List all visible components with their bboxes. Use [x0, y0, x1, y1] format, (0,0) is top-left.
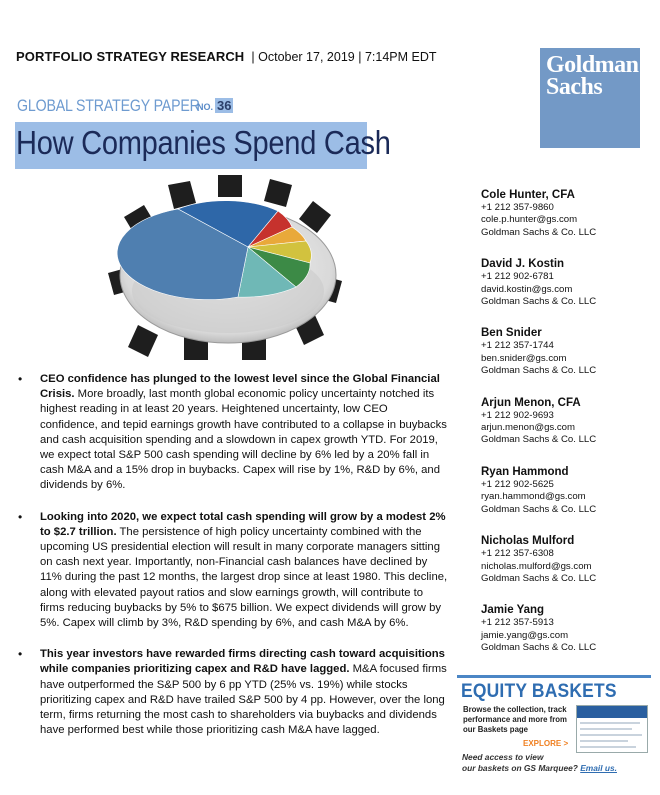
- explore-link[interactable]: EXPLORE >: [523, 739, 569, 748]
- email-us-link[interactable]: Email us.: [580, 763, 617, 773]
- author-card: [481, 257, 651, 308]
- bullet-icon: •: [18, 372, 23, 386]
- author-list: [481, 188, 651, 673]
- author-phone: +1 212 357-6308: [481, 548, 554, 560]
- author-name: David J. Kostin: [481, 258, 565, 271]
- marquee-access-note: Need access to view our baskets on GS Marquee? Email us.: [462, 752, 617, 773]
- author-card: [481, 534, 651, 585]
- key-points: [16, 372, 448, 754]
- author-email[interactable]: jamie.yang@gs.com: [481, 629, 569, 641]
- report-datetime: | October 17, 2019 | 7:14PM EDT: [247, 50, 437, 64]
- author-firm: Goldman Sachs & Co. LLC: [481, 642, 597, 654]
- author-firm: Goldman Sachs & Co. LLC: [481, 434, 597, 446]
- paper-number: NO. 36: [197, 98, 232, 113]
- equity-baskets-title: EQUITY BASKETS: [461, 681, 617, 702]
- author-firm: Goldman Sachs & Co. LLC: [481, 296, 597, 308]
- conference-table-pie-illustration: [108, 175, 348, 360]
- bullet-point: • This year investors have rewarded firms directing cash toward acquisitions while companies prioritizing capex and R&D have lagged. M&A focused firms have outperformed the S&P 500 by 6 pp YTD (25% vs. 19%) while stocks prioritizing capex and R&D have trailed S&P 500 by 4 pp. However, over the long term, firms returning the most cash to shareholders via buybacks and dividends have performed best while those prioritizing cash M&A have lagged.: [18, 647, 447, 737]
- report-date: October 17, 2019: [258, 50, 355, 64]
- bullet-icon: •: [18, 509, 23, 524]
- author-name: Arjun Menon, CFA: [481, 396, 581, 409]
- author-phone: +1 212 902-5625: [481, 478, 554, 490]
- author-name: Ben Snider: [481, 327, 542, 340]
- bullet-point: • Looking into 2020, we expect total cash spending will grow by a modest 2% to $2.7 trillion. The persistence of high policy uncertainty combined with the upcoming US presidential election will result in many corporate managers sitting on cash next year. Importantly, non-Financial cash balances have declined by 11% during the past 12 months, the largest drop since at least 1980. This decline, along with elevated payout ratios and slow earnings growth, will contribute to firms reducing buybacks by 5% to $675 billion. We expect dividends will grow by 5%. Capex will climb by 3%, R&D spending by 6%, and cash M&A by 6%.: [18, 509, 448, 630]
- author-name: Ryan Hammond: [481, 465, 569, 478]
- author-phone: +1 212 357-9860: [481, 202, 554, 213]
- report-series: PORTFOLIO STRATEGY RESEARCH: [16, 49, 245, 64]
- equity-baskets-promo: [457, 675, 651, 755]
- author-email[interactable]: arjun.menon@gs.com: [481, 422, 575, 434]
- author-email[interactable]: cole.p.hunter@gs.com: [481, 214, 578, 226]
- author-name: Jamie Yang: [481, 604, 545, 617]
- equity-baskets-description: Browse the collection, track performance and more from our Baskets page: [463, 705, 567, 734]
- author-card: [481, 188, 651, 239]
- author-phone: +1 212 902-9693: [481, 409, 554, 421]
- author-firm: Goldman Sachs & Co. LLC: [481, 365, 597, 377]
- author-firm: Goldman Sachs & Co. LLC: [481, 503, 597, 515]
- author-email[interactable]: david.kostin@gs.com: [481, 283, 573, 295]
- author-firm: Goldman Sachs & Co. LLC: [481, 226, 597, 238]
- author-email[interactable]: ryan.hammond@gs.com: [481, 491, 586, 503]
- baskets-page-thumbnail: [576, 705, 648, 753]
- paper-series-name: GLOBAL STRATEGY PAPER: [17, 97, 200, 115]
- page-title: How Companies Spend Cash: [16, 124, 391, 161]
- report-header: [16, 49, 437, 64]
- author-phone: +1 212 902-6781: [481, 271, 554, 283]
- author-phone: +1 212 357-1744: [481, 340, 554, 352]
- goldman-sachs-logo: Goldman Sachs: [540, 48, 640, 148]
- author-name: Nicholas Mulford: [481, 535, 575, 548]
- author-card: [481, 603, 651, 654]
- author-card: [481, 326, 651, 377]
- paper-series: [17, 97, 230, 116]
- author-email[interactable]: nicholas.mulford@gs.com: [481, 560, 592, 572]
- author-name: Cole Hunter, CFA: [481, 189, 575, 201]
- author-email[interactable]: ben.snider@gs.com: [481, 352, 567, 364]
- bullet-point: • CEO confidence has plunged to the lowest level since the Global Financial Crisis. More broadly, last month global economic policy uncertainty notched its highest reading in at least 20 years. Heightened uncertainty, low CEO confidence, and tepid earnings growth have contributed to a collapse in buybacks and cash acquisition spending and a slowdown in capex growth YTD. For 2019, we expect total S&P 500 cash spending will decline by 6% led by a 20% fall in cash M&A and a 15% drop in buybacks. Capex will rise by 1%, R&D by 6%, and dividends by 6%.: [18, 372, 447, 492]
- author-phone: +1 212 357-5913: [481, 617, 554, 629]
- bullet-icon: •: [18, 647, 23, 662]
- report-time: 7:14PM EDT: [364, 50, 437, 64]
- author-card: [481, 396, 651, 447]
- author-card: [481, 465, 651, 516]
- author-firm: Goldman Sachs & Co. LLC: [481, 572, 597, 584]
